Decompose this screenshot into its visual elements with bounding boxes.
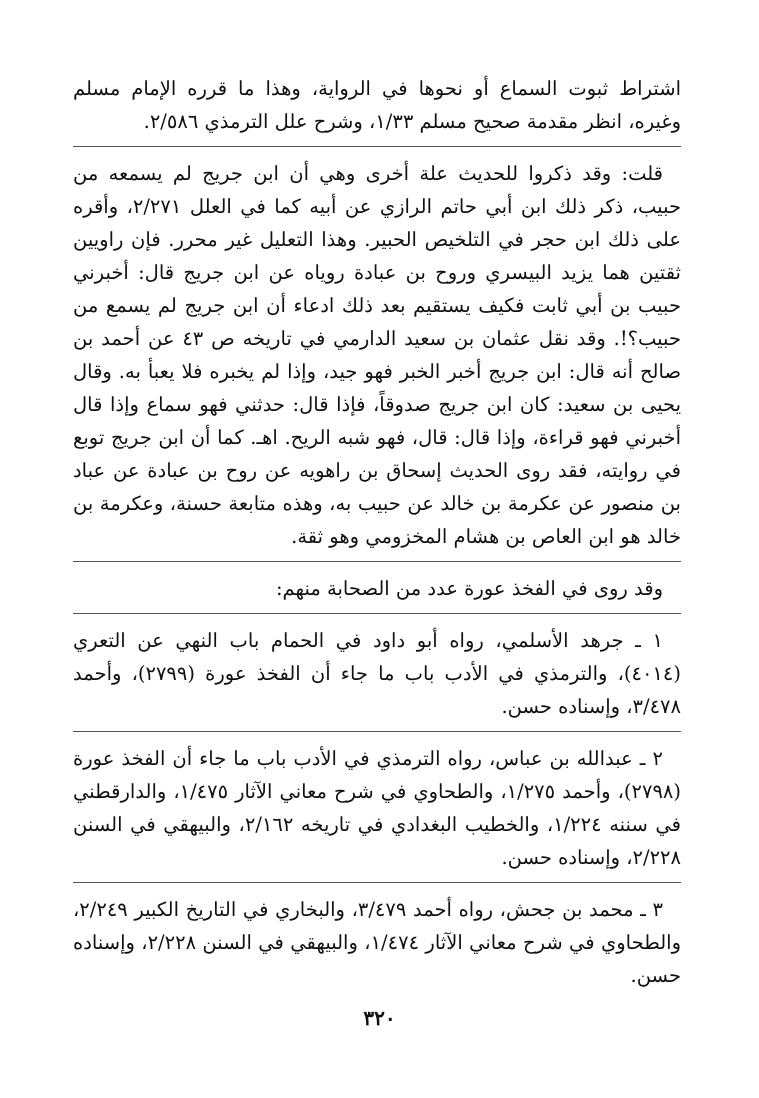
- paragraph-item-1: ١ ـ جرهد الأسلمي، رواه أبو داود في الحمام باب النهي عن التعري (٤٠١٤)، والترمذي في الأدب باب ما جاء أن الفخذ عورة (٢٧٩٩)، وأحمد ٣/٤٧٨، وإسناده حسن.: [73, 624, 681, 732]
- paragraph-companions-heading: وقد روى في الفخذ عورة عدد من الصحابة منهم:: [73, 572, 681, 614]
- paragraph-item-3: ٣ ـ محمد بن جحش، رواه أحمد ٣/٤٧٩، والبخاري في التاريخ الكبير ٢/٢٤٩، والطحاوي في شرح معاني الآثار ١/٤٧٤، والبيهقي في السنن ٢/٢٢٨، وإسناده حسن.: [73, 898, 681, 987]
- paragraph-item-2: ٢ ـ عبدالله بن عباس، رواه الترمذي في الأدب باب ما جاء أن الفخذ عورة (٢٧٩٨)، وأحمد ١/٢٧٥، والطحاوي في شرح معاني الآثار ١/٤٧٥، والدارقطني في سننه ١/٢٢٤، والخطيب البغدادي في تاريخه ٢/١٦٢، والبيهقي في السنن ٢/٢٢٨، وإسناده حسن.: [73, 742, 681, 883]
- page-number: ٣٢٠: [363, 1006, 396, 1030]
- paragraph-intro: اشتراط ثبوت السماع أو نحوها في الرواية، وهذا ما قرره الإمام مسلم وغيره، انظر مقدمة صحيح مسلم ١/٣٣، وشرح علل الترمذي ٢/٥٨٦.: [73, 72, 681, 147]
- page-body: [73, 72, 681, 1010]
- paragraph-illa: قلت: وقد ذكروا للحديث علة أخرى وهي أن ابن جريج لم يسمعه من حبيب، ذكر ذلك ابن أبي حاتم الرازي عن أبيه كما في العلل ٢/٢٧١، وأقره على ذلك ابن حجر في التلخيص الحبير. وهذا التعليل غير محرر. فإن راويين ثقتين هما يزيد البيسري وروح بن عبادة روياه عن ابن جريج قال: أخبرني حبيب بن أبي ثابت فكيف يستقيم بعد ذلك ادعاء أن ابن جريج لم يسمع من حبيب؟!. وقد نقل عثمان بن سعيد الدارمي في تاريخه ص ٤٣ عن أحمد بن صالح أنه قال: ابن جريج أخبر الخبر فهو جيد، وإذا لم يخبره فلا يعبأ به. وقال يحيى بن سعيد: كان ابن جريج صدوقاً، فإذا قال: حدثني فهو سماع وإذا قال أخبرني فهو قراءة، وإذا قال: قال، فهو شبه الريح. اهـ. كما أن ابن جريج توبع في روايته، فقد روى الحديث إسحاق بن راهويه عن روح بن عبادة عن عباد بن منصور عن عكرمة بن خالد عن حبيب به، وهذه متابعة حسنة، وعكرمة بن خالد هو ابن العاص بن هشام المخزومي وهو ثقة.: [73, 157, 681, 562]
